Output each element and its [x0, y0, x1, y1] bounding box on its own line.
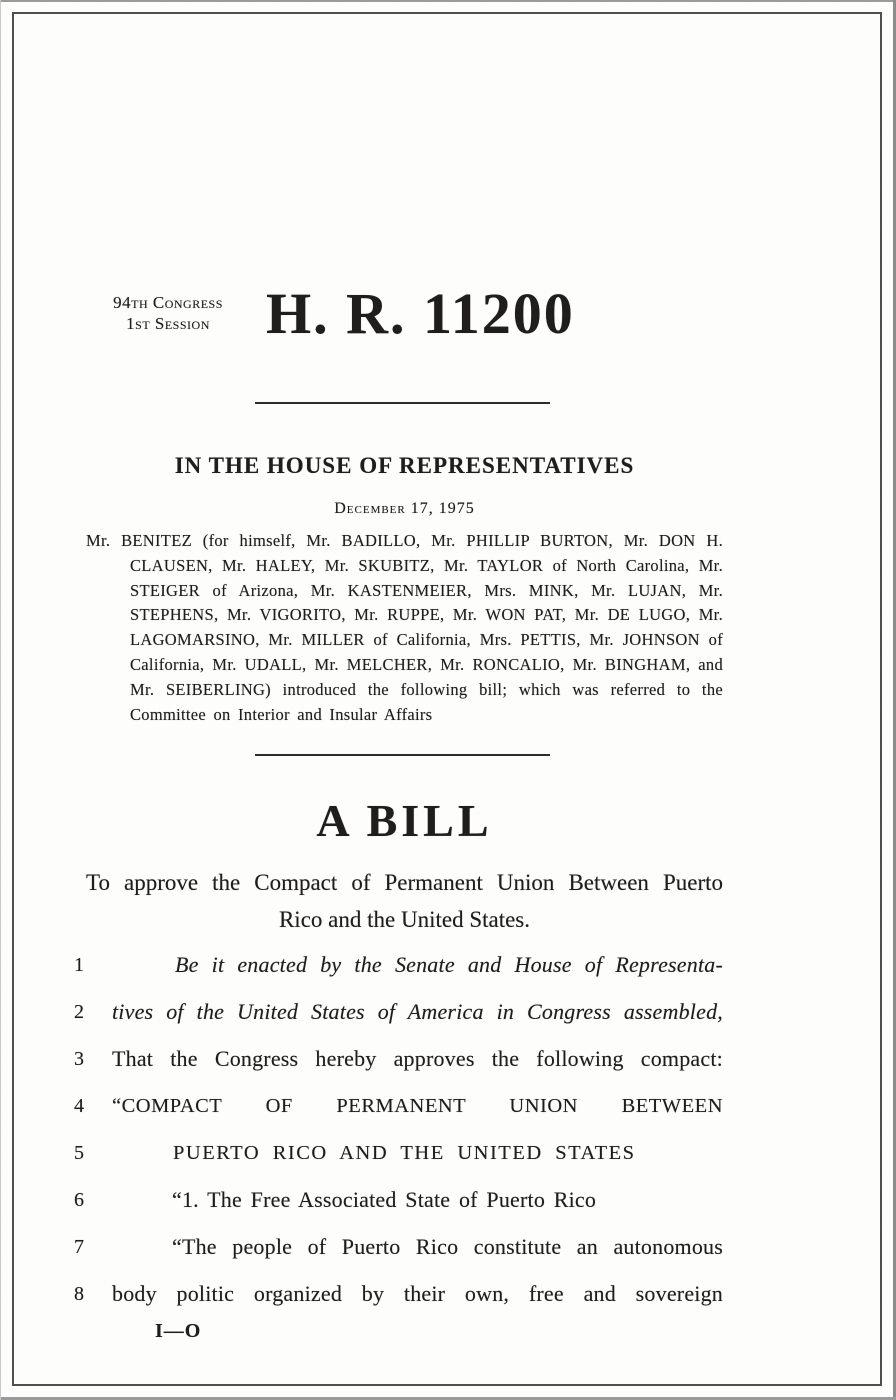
line-number: 1 [74, 954, 84, 976]
sponsors-paragraph: Mr. BENITEZ (for himself, Mr. BADILLO, Mr. PHILLIP BURTON, Mr. DON H. CLAUSEN, Mr. HALEY, Mr. SKUBITZ, Mr. TAYLOR of North Carolina, Mr. STEIGER of Arizona, Mr. KASTENMEIER, Mrs. MINK, Mr. LUJAN, Mr. STEPHENS, Mr. VIGORITO, Mr. RUPPE, Mr. WON PAT, Mr. DE LUGO, Mr. LAGOMARSINO, Mr. MILLER of California, Mrs. PETTIS, Mr. JOHNSON of California, Mr. UDALL, Mr. MELCHER, Mr. RONCALIO, Mr. BINGHAM, and Mr. SEIBERLING) introduced the following bill; which was referred to the Committee on Interior and Insular Affairs [86, 531, 723, 724]
line-text: “The people of Puerto Rico constitute an autonomous [172, 1234, 723, 1259]
line-text: tives of the United States of America in Congress assembled, [112, 999, 723, 1024]
masthead [86, 281, 575, 346]
bill-number: H. R. 11200 [266, 281, 575, 346]
bill-title-line-2: Rico and the United States. [278, 907, 531, 932]
bill-line-6 [74, 1186, 723, 1233]
introduction-date: December 17, 1975 [334, 500, 475, 517]
line-text: body politic organized by their own, free and sovereign [112, 1281, 723, 1306]
session-label: 1st Session [126, 314, 210, 333]
bill-line-7 [74, 1233, 723, 1280]
bill-body [74, 951, 723, 1327]
line-number: 7 [74, 1236, 84, 1258]
line-number: 4 [74, 1095, 84, 1117]
bill-heading: A BILL [316, 795, 493, 846]
bill-line-2 [74, 998, 723, 1045]
line-number: 3 [74, 1048, 84, 1070]
bill-line-5 [74, 1139, 723, 1186]
scan-edge-top [0, 0, 896, 2]
bill-title [86, 864, 723, 938]
divider-rule-top [255, 402, 550, 404]
line-text: Be it enacted by the Senate and House of Representa- [175, 952, 723, 977]
line-text: That the Congress hereby approves the following compact: [112, 1046, 723, 1071]
bill-title-line-1: To approve the Compact of Permanent Union Between Puerto [86, 870, 723, 895]
bill-line-4 [74, 1092, 723, 1139]
line-text: “COMPACT OF PERMANENT UNION BETWEEN [112, 1095, 723, 1117]
jacket-number: I—O [155, 1320, 202, 1342]
line-number: 8 [74, 1283, 84, 1305]
divider-rule-middle [255, 754, 550, 756]
bill-line-1 [74, 951, 723, 998]
line-number: 6 [74, 1189, 84, 1211]
line-text: PUERTO RICO AND THE UNITED STATES [173, 1142, 636, 1164]
line-number: 5 [74, 1142, 84, 1164]
congress-session-block [86, 290, 250, 334]
bill-line-3 [74, 1045, 723, 1092]
congress-label: 94th Congress [113, 293, 223, 312]
line-number: 2 [74, 1001, 84, 1023]
line-text: “1. The Free Associated State of Puerto Rico [172, 1187, 597, 1212]
scan-edge-left [0, 0, 1, 1400]
chamber-heading: IN THE HOUSE OF REPRESENTATIVES [174, 453, 635, 478]
